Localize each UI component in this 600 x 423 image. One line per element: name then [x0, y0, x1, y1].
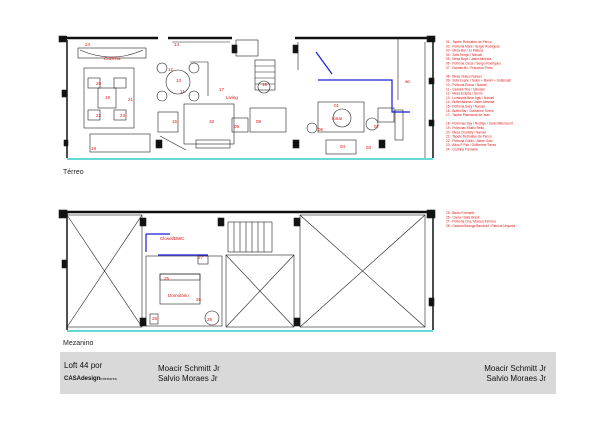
legend-item: 11 - Cadeira Tiny / Schuster — [446, 87, 486, 92]
svg-text:13: 13 — [176, 78, 182, 83]
legend-item: 15 - Poltrona Sacy / Nanuel — [446, 104, 485, 109]
legend-item: 19 - Poltronas Studio Reku — [446, 126, 485, 130]
legend-item: 09 - Sofá Cuanu / Solon + Maxim + Sofabrasil — [446, 78, 511, 83]
legend-item: 04 - Sofá Tempo / Nanuel — [446, 52, 483, 57]
legend-item: 25 - Baldo Formarte — [446, 211, 475, 215]
svg-text:wc: wc — [405, 79, 411, 84]
svg-text:24: 24 — [85, 42, 91, 47]
room-label-closet: Closet/BWC — [160, 236, 185, 241]
svg-text:22: 22 — [96, 113, 102, 118]
legend-item: 02 - Poltrona Mara / Sergio Rodrigues — [446, 44, 500, 49]
svg-text:12: 12 — [168, 67, 174, 72]
svg-text:15: 15 — [172, 119, 178, 124]
svg-text:28: 28 — [152, 316, 158, 321]
room-label-kitchen: Cozinha — [104, 56, 121, 61]
ground-floor-plan — [59, 36, 435, 159]
legend-item: 22 - Poltrona Goller / Jaime Gold — [446, 138, 493, 143]
legend-item: 01 - Tapete Retroativo de Penco — [446, 40, 492, 44]
svg-text:17: 17 — [219, 87, 225, 92]
author-name: Moacir Schmitt Jr — [484, 364, 546, 373]
svg-text:19: 19 — [105, 95, 111, 100]
legend-item: 27 - Poltrona Cliq / Marcus Ferreira — [446, 219, 496, 224]
legend-item: 20 - Mesa Chantilly / Nanuel — [446, 130, 487, 135]
author-name: Moacir Schmitt Jr — [158, 364, 220, 373]
brand-logo: CASAdesigninteriores — [64, 376, 117, 382]
svg-text:03: 03 — [366, 145, 372, 150]
legend-item: 03 - Mesa Bar / Jo Mateus — [446, 48, 484, 53]
svg-text:08: 08 — [256, 119, 262, 124]
floor-label-mezanino: Mezanino — [63, 340, 94, 347]
legend-item: 28 - Cadeira Beanga Bambold / Patrícia Urquiola — [446, 223, 516, 228]
mezzanine-item-numbers — [152, 255, 213, 322]
title-block — [60, 352, 556, 394]
svg-text:25: 25 — [164, 276, 170, 281]
legend-item: 23 - Aduo P Pax / Guilherme Torres — [446, 143, 497, 148]
legend-item: 16 - Buffet Bar / Guilherme Torres — [446, 108, 494, 113]
legend-item: 17 - Tapete Patchwork de Jean — [446, 113, 490, 118]
floor-label-terreo: Térreo — [63, 169, 84, 176]
legend-ground-floor — [446, 40, 513, 152]
room-label-living: Living — [226, 95, 238, 100]
project-title: Loft 44 por — [64, 361, 103, 370]
legend-item: 08 - Mesa Veiaco Nanuel — [446, 74, 482, 79]
legend-item: 10 - Poltrona Enzon / Nanuel — [446, 83, 487, 87]
room-label-bedroom: Dormitório — [168, 293, 189, 298]
svg-text:06: 06 — [318, 127, 324, 132]
legend-item: 21 - Tapete Retroativo de Penco — [446, 134, 492, 139]
svg-text:27: 27 — [198, 255, 204, 260]
svg-text:04: 04 — [340, 144, 346, 149]
svg-text:20: 20 — [96, 81, 102, 86]
legend-item: 06 - Poltrona Oscar / Sergio Rodrigues — [446, 61, 501, 66]
legend-item: 13 - Luminária Bear Agtu / Nanuel — [446, 95, 495, 100]
svg-text:26: 26 — [196, 297, 202, 302]
legend-mezzanine — [446, 211, 515, 228]
svg-text:18: 18 — [91, 146, 97, 151]
svg-text:11: 11 — [180, 89, 185, 94]
svg-text:10: 10 — [209, 119, 215, 124]
legend-item: 14 - Buffet Adama / Jader Almeida — [446, 100, 495, 105]
legend-item: 24 - Cozinha Formarte — [446, 147, 478, 152]
svg-text:14: 14 — [174, 42, 180, 47]
author-name: Salvio Moraes Jr — [158, 374, 218, 383]
mezzanine-plan — [59, 210, 435, 331]
svg-text:21: 21 — [128, 97, 134, 102]
svg-text:01: 01 — [334, 103, 340, 108]
room-label-estar: Estar — [332, 116, 343, 121]
svg-text:07: 07 — [374, 124, 380, 129]
legend-item: 12 - Mesa Eclipse / Sturm — [446, 91, 483, 96]
legend-item: 18 - Poltronas Spy / Rodrigo / Sonic Bittencourt — [446, 121, 513, 126]
legend-item: 07 - Estante Bv / Francisco Preto — [446, 65, 493, 70]
svg-text:16: 16 — [262, 82, 268, 87]
svg-text:23: 23 — [120, 113, 126, 118]
legend-item: 05 - Mesa Boyd / Jader Almeida — [446, 57, 492, 62]
legend-item: 26 - Cama / Sails Brasil — [446, 215, 480, 220]
author-name: Salvio Moraes Jr — [486, 374, 546, 383]
svg-text:09: 09 — [234, 124, 240, 129]
svg-text:29: 29 — [207, 317, 213, 322]
